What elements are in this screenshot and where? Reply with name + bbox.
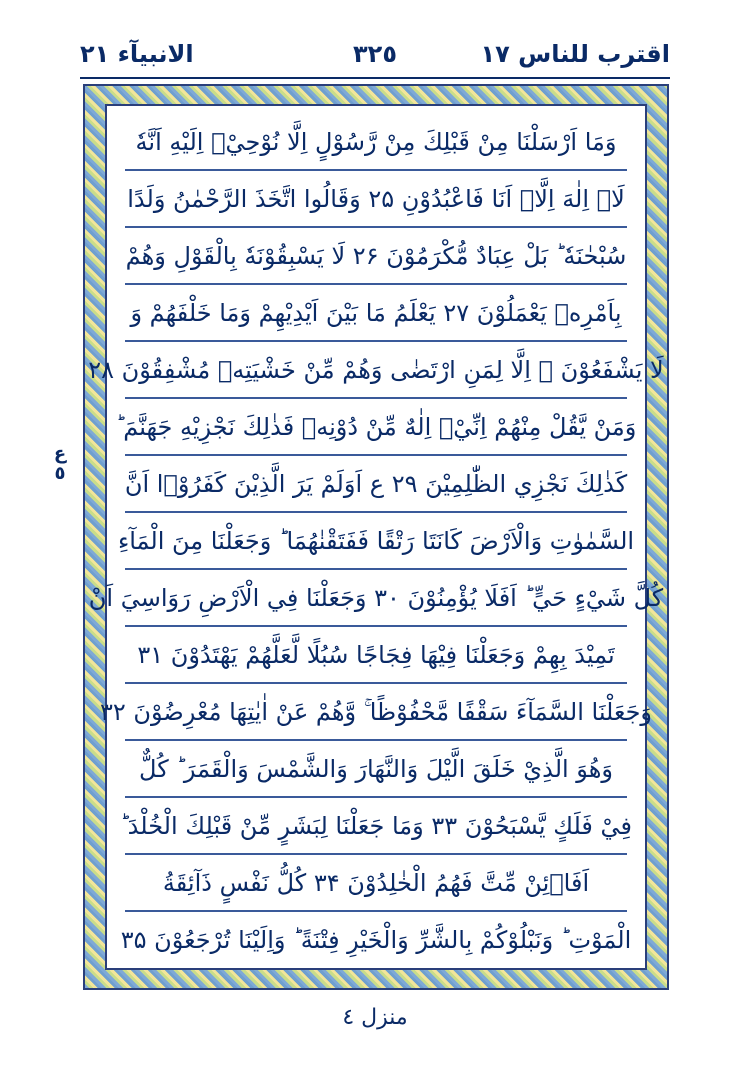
verse-line-14: اَفَاۡئِنْ مِّتَّ فَهُمُ الْخٰلِدُوْنَ ۳۴ كُلُّ نَفْسٍ ذَآئِقَةُ [125, 855, 627, 912]
decorative-border-frame [83, 84, 669, 990]
verse-lines [88, 106, 664, 968]
verse-line-3: سُبْحٰنَهٗ ؕ بَلْ عِبَادٌ مُّكْرَمُوْنَ ۲۶ لَا يَسْبِقُوْنَهٗ بِالْقَوْلِ وَهُمْ [125, 228, 627, 285]
verse-line-5: لَا يَشْفَعُوْنَ ۙ اِلَّا لِمَنِ ارْتَضٰى وَهُمْ مِّنْ خَشْيَتِهٖ مُشْفِقُوْنَ ۲۸ [125, 342, 627, 399]
verse-line-15: الْمَوْتِ ؕ وَنَبْلُوْكُمْ بِالشَّرِّ وَالْخَيْرِ فِتْنَةً ؕ وَاِلَيْنَا تُرْجَعُوْنَ ۳۵ [120, 925, 632, 954]
verse-line-1: وَمَا اَرْسَلْنَا مِنْ قَبْلِكَ مِنْ رَّسُوْلٍ اِلَّا نُوْحِيْۤ اِلَيْهِ اَنَّهٗ [125, 114, 627, 171]
verse-line-13: فِيْ فَلَكٍ يَّسْبَحُوْنَ ۳۳ وَمَا جَعَلْنَا لِبَشَرٍ مِّنْ قَبْلِكَ الْخُلْدَ ؕ [125, 798, 627, 855]
verse-line-12: وَهُوَ الَّذِيْ خَلَقَ الَّيْلَ وَالنَّهَارَ وَالشَّمْسَ وَالْقَمَرَ ؕ كُلٌّ [125, 741, 627, 798]
verse-line-11: وَجَعَلْنَا السَّمَآءَ سَقْفًا مَّحْفُوْظًا ۚ وَّهُمْ عَنْ اٰيٰتِهَا مُعْرِضُوْنَ ۳۲ [125, 684, 627, 741]
page-header [0, 0, 750, 80]
verse-line-6: وَمَنْ يَّقُلْ مِنْهُمْ اِنِّيْۤ اِلٰهٌ مِّنْ دُوْنِهٖ فَذٰلِكَ نَجْزِيْهِ جَهَنَّمَ ؕ [125, 399, 627, 456]
verse-line-4: بِاَمْرِهٖ يَعْمَلُوْنَ ۲۷ يَعْلَمُ مَا بَيْنَ اَيْدِيْهِمْ وَمَا خَلْفَهُمْ وَ [125, 285, 627, 342]
page-number: ٣٢٥ [353, 40, 397, 68]
verse-line-8: السَّمٰوٰتِ وَالْاَرْضَ كَانَتَا رَتْقًا فَفَتَقْنٰهُمَا ؕ وَجَعَلْنَا مِنَ الْمَآءِ [125, 513, 627, 570]
verse-line-9: كُلَّ شَيْءٍ حَيٍّ ؕ اَفَلَا يُؤْمِنُوْنَ ۳۰ وَجَعَلْنَا فِي الْاَرْضِ رَوَاسِيَ اَنْ [125, 570, 627, 627]
verse-line-10: تَمِيْدَ بِهِمْ وَجَعَلْنَا فِيْهَا فِجَاجًا سُبُلًا لَّعَلَّهُمْ يَهْتَدُوْنَ ۳۱ [125, 627, 627, 684]
surah-title: الانبیآء ٢١ [80, 40, 194, 68]
manzil-footer: منزل ٤ [342, 1005, 408, 1030]
ruku-marker: ع ٥ [53, 443, 67, 484]
verse-line-7: كَذٰلِكَ نَجْزِي الظّٰلِمِيْنَ ۲۹ ع اَوَلَمْ يَرَ الَّذِيْنَ كَفَرُوْۤا اَنَّ [125, 456, 627, 513]
text-panel [88, 104, 664, 970]
header-divider [80, 77, 670, 79]
juz-title: اقترب للناس ١٧ [480, 40, 670, 68]
verse-line-2: لَاۤ اِلٰهَ اِلَّاۤ اَنَا فَاعْبُدُوْنِ ۲۵ وَقَالُوا اتَّخَذَ الرَّحْمٰنُ وَلَدًا [125, 171, 627, 228]
